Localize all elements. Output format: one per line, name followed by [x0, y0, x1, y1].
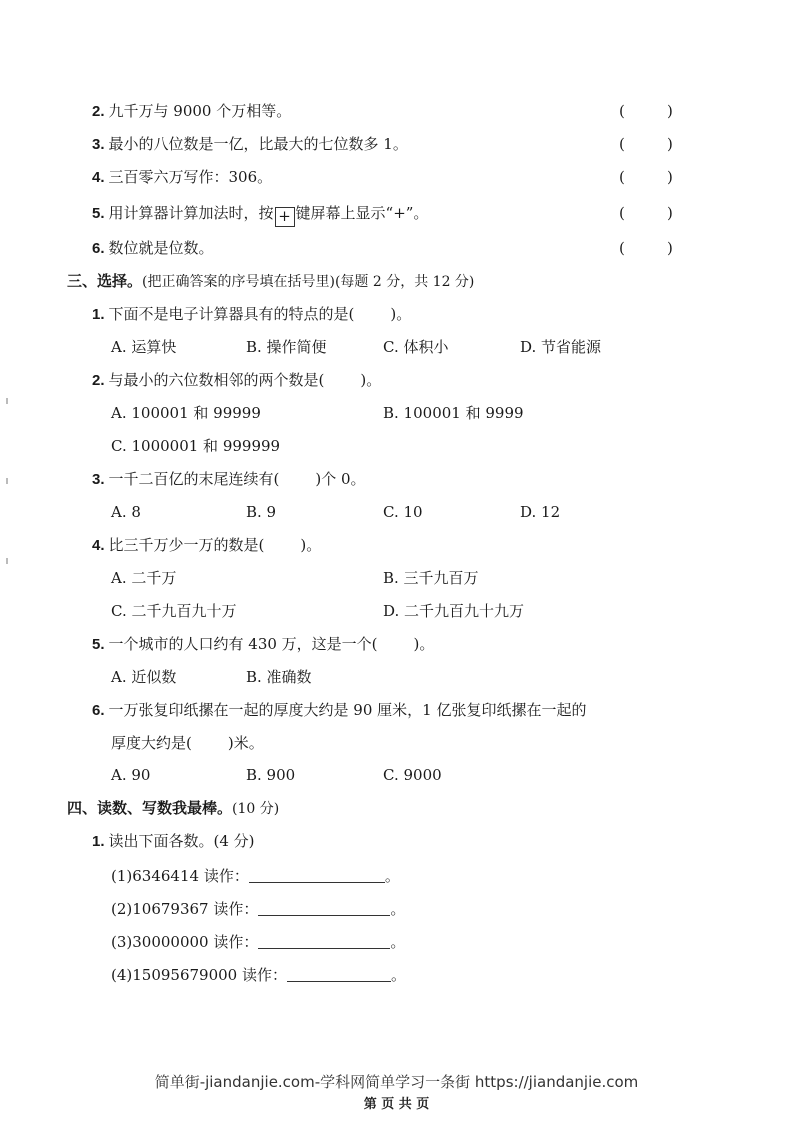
- choice-question-5: 5. 一个城市的人口约有 430 万，这是一个( )。: [92, 635, 435, 653]
- footer-page-number: 第 页 共 页: [363, 1097, 430, 1112]
- option-a[interactable]: A. 近似数: [111, 668, 177, 686]
- read-item-3: (3)30000000 读作： 。: [111, 933, 406, 951]
- option-c[interactable]: C. 10: [383, 503, 423, 521]
- option-a[interactable]: A. 二千万: [111, 569, 177, 587]
- choice-question-6-line2: 厚度大约是( )米。: [111, 734, 264, 752]
- section-3-heading: 三、选择。(把正确答案的序号填在括号里)(每题 2 分，共 12 分): [67, 272, 475, 290]
- option-d[interactable]: D. 12: [520, 503, 561, 521]
- choice-question-1: 1. 下面不是电子计算器具有的特点的是( )。: [92, 305, 412, 323]
- option-c[interactable]: C. 体积小: [383, 338, 449, 356]
- answer-blank[interactable]: [287, 965, 391, 982]
- option-b[interactable]: B. 操作简便: [246, 338, 327, 356]
- option-a[interactable]: A. 运算快: [111, 338, 177, 356]
- read-item-1: (1)6346414 读作： 。: [111, 867, 400, 885]
- option-b[interactable]: B. 准确数: [246, 668, 312, 686]
- option-b[interactable]: B. 100001 和 9999: [383, 404, 524, 422]
- judgement-item-6: 6. 数位就是位数。: [92, 239, 214, 257]
- option-a[interactable]: A. 100001 和 99999: [111, 404, 261, 422]
- margin-mark: [6, 558, 8, 564]
- option-b[interactable]: B. 900: [246, 766, 296, 784]
- option-a[interactable]: A. 90: [111, 766, 151, 784]
- section-4-heading: 四、读数、写数我最棒。(10 分): [67, 799, 280, 817]
- option-d[interactable]: D. 节省能源: [520, 338, 602, 356]
- read-numbers-question: 1. 读出下面各数。(4 分): [92, 832, 255, 850]
- answer-blank[interactable]: [249, 866, 385, 883]
- choice-question-6: 6. 一万张复印纸摞在一起的厚度大约是 90 厘米，1 亿张复印纸摞在一起的: [92, 701, 587, 719]
- answer-blank[interactable]: [258, 899, 390, 916]
- read-item-4: (4)15095679000 读作： 。: [111, 966, 407, 984]
- option-b[interactable]: B. 三千九百万: [383, 569, 479, 587]
- option-a[interactable]: A. 8: [111, 503, 141, 521]
- judgement-item-4: 4. 三百零六万写作：306。: [92, 168, 273, 186]
- footer-site: 简单街-jiandanjie.com-学科网简单学习一条街 https://jiandanjie.com: [154, 1073, 639, 1091]
- margin-mark: [6, 478, 8, 484]
- option-c[interactable]: C. 二千九百九十万: [111, 602, 237, 620]
- plus-key-icon: +: [275, 207, 295, 227]
- choice-question-2: 2. 与最小的六位数相邻的两个数是( )。: [92, 371, 382, 389]
- choice-question-3: 3. 一千二百亿的末尾连续有( )个 0。: [92, 470, 366, 488]
- option-c[interactable]: C. 1000001 和 999999: [111, 437, 281, 455]
- margin-mark: [6, 398, 8, 404]
- choice-question-4: 4. 比三千万少一万的数是( )。: [92, 536, 322, 554]
- answer-blank[interactable]: [258, 932, 390, 949]
- judgement-item-2: 2. 九千万与 9000 个万相等。: [92, 102, 292, 120]
- judgement-item-3: 3. 最小的八位数是一亿，比最大的七位数多 1。: [92, 135, 408, 153]
- option-c[interactable]: C. 9000: [383, 766, 442, 784]
- option-b[interactable]: B. 9: [246, 503, 277, 521]
- read-item-2: (2)10679367 读作： 。: [111, 900, 406, 918]
- option-d[interactable]: D. 二千九百九十九万: [383, 602, 525, 620]
- judgement-item-5: 5. 用计算器计算加法时，按 + 键屏幕上显示“+”。: [92, 204, 429, 225]
